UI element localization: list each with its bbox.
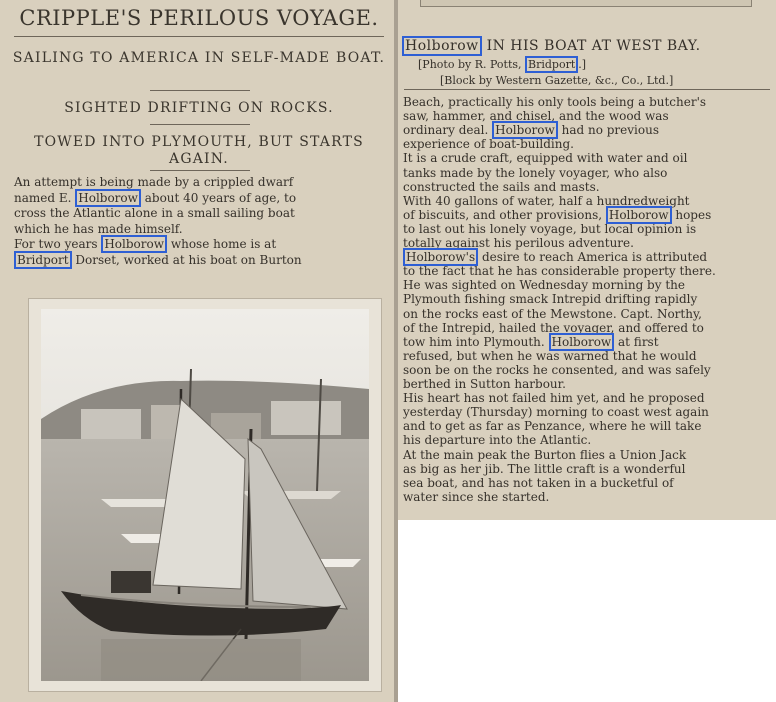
highlighted-name: Holborow [549,333,615,351]
boat-photo-frame [28,298,382,692]
text-segment: It is a crude craft, equipped with water and oil [403,151,688,166]
text-segment: desire to reach America is attributed [478,250,708,265]
highlighted-name: Holborow's [403,248,478,266]
column-gutter [394,0,398,702]
text-line [14,238,390,251]
text-line [403,293,771,306]
text-line [403,308,771,321]
text-segment: He was sighted on Wednesday morning by the [403,278,685,293]
text-segment: tow him into Plymouth. [403,334,549,349]
text-segment: whose home is at [167,237,277,251]
text-line [403,265,771,278]
text-segment: saw, hammer, and chisel, and the wood was [403,109,669,124]
text-line [403,434,771,447]
text-line [403,181,771,194]
text-line [403,392,771,405]
headline: CRIPPLE'S PERILOUS VOYAGE. [19,6,379,30]
text-line [403,223,771,236]
text-segment: experience of boat-building. [403,137,574,152]
text-segment: water since she started. [403,489,550,504]
text-segment: soon be on the rocks he consented, and was safely [403,362,711,377]
text-segment: tanks made by the lonely voyager, who also [403,165,668,180]
text-segment: refused, but when he was warned that he would [403,348,697,363]
text-segment: which he has made himself. [14,221,183,236]
text-line [403,124,771,137]
caption-photo-credit [418,58,586,71]
text-line [403,138,771,151]
text-line [403,251,771,264]
text-line [403,350,771,363]
text-segment: about 40 years of age, to [140,190,297,205]
photo-credit-end: .] [578,58,587,71]
highlighted-name: Bridport [14,251,72,269]
text-line [14,207,390,220]
headline-rule [14,36,384,37]
text-segment: named E. [14,190,76,205]
text-line [403,463,771,476]
text-line [403,406,771,419]
caption-title-rest: IN HIS BOAT AT WEST BAY. [481,38,701,54]
caption-block-credit: [Block by Western Gazette, &c., Co., Ltd.] [440,74,674,87]
text-line [403,420,771,433]
text-line [403,209,771,222]
highlighted-name: Holborow [606,206,672,224]
photo-credit-place: Bridport [525,56,578,73]
text-segment: to the fact that he has considerable property there. [403,264,716,279]
deck-sailing: SAILING TO AMERICA IN SELF-MADE BOAT. [12,50,386,66]
deck-rule-2 [150,124,250,125]
text-line [403,336,771,349]
text-line [403,364,771,377]
text-segment: and to get as far as Penzance, where he will take [403,419,702,434]
text-segment: For two years [14,237,102,251]
text-segment: At the main peak the Burton flies a Union Jack [403,447,687,462]
caption-name: Holborow [402,36,482,56]
text-line [403,477,771,490]
text-segment: on the rocks east of the Mewstone. Capt. Northy, [403,306,702,321]
text-segment: Plymouth fishing smack Intrepid drifting rapidly [403,292,698,307]
text-line [403,110,771,123]
text-segment: at first [614,334,659,349]
text-segment: berthed in Sutton harbour. [403,377,566,391]
text-segment: constructed the sails and masts. [403,179,600,194]
text-segment: An attempt is being made by a crippled dwarf [14,175,294,189]
caption-title [402,40,701,53]
highlighted-name: Holborow [75,189,141,207]
text-line [403,279,771,292]
top-frame-edge [420,0,752,7]
photo-credit-text: [Photo by R. Potts, [418,58,526,71]
text-segment: to last out his lonely voyage, but local opinion is [403,221,697,236]
text-segment: Dorset, worked at his boat on Burton [71,252,302,267]
highlighted-name: Holborow [492,121,558,139]
deck-sighted: SIGHTED DRIFTING ON ROCKS. [64,100,334,116]
highlighted-name: Holborow [101,235,167,253]
text-segment: of the Intrepid, hailed the voyager, and offered to [403,320,704,335]
text-segment: Beach, practically his only tools being a butcher's [403,95,707,109]
text-line [403,449,771,462]
text-line [14,192,390,205]
text-line [14,223,390,236]
text-line [14,254,390,267]
text-segment: his departure into the Atlantic. [403,433,592,448]
text-line [403,491,771,504]
text-segment: yesterday (Thursday) morning to coast west again [403,405,709,420]
text-line [403,167,771,180]
deck-towed: TOWED INTO PLYMOUTH, BUT STARTS AGAIN. [34,134,364,167]
text-segment: hopes [671,207,712,222]
text-line [403,96,771,109]
text-line [403,195,771,208]
text-segment: as big as her jib. The little craft is a wonderful [403,461,686,476]
text-segment: had no previous [557,123,659,138]
text-line [403,378,771,391]
boat-photo [41,309,369,681]
text-segment: ordinary deal. [403,123,493,138]
text-segment: of biscuits, and other provisions, [403,207,606,222]
text-line [403,152,771,165]
text-segment: With 40 gallons of water, half a hundredweight [403,193,690,208]
deck-rule-3 [150,170,250,171]
deck-rule-1 [150,90,250,91]
sailing-boat-photo-icon [41,309,369,681]
caption-rule [404,89,770,90]
text-segment: cross the Atlantic alone in a small sailing boat [14,206,295,220]
text-segment: totally against his perilous adventure. [403,236,634,250]
text-segment: His heart has not failed him yet, and he proposed [403,391,705,406]
text-segment: sea boat, and has not taken in a bucketful of [403,475,674,490]
text-line [14,176,390,189]
